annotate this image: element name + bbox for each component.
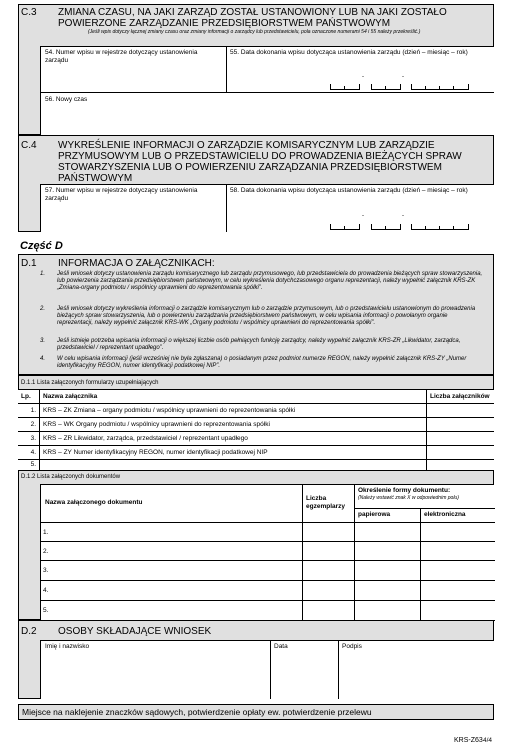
date-sep: - <box>362 74 364 80</box>
d11-row-lp: 2. <box>18 418 40 432</box>
d12-row-number: 1. <box>43 529 49 536</box>
d12-row-paper[interactable] <box>355 561 421 581</box>
d11-header-lp: Lp. <box>18 390 40 404</box>
d11-table <box>18 389 494 470</box>
d12-header-form-title: Określenie formy dokumentu: <box>358 487 451 494</box>
d11-row-lp: 1. <box>18 404 40 418</box>
section-c3-code: C.3 <box>21 7 37 18</box>
footer-page-number: 4/4 <box>483 737 493 744</box>
date-day-box <box>330 224 360 230</box>
info-item-number: 3. <box>40 338 46 344</box>
d11-row-count-input[interactable] <box>427 446 494 460</box>
d11-header-count: Liczba załączników <box>427 390 494 404</box>
date-sep: - <box>402 213 404 219</box>
date-year-box <box>411 84 469 90</box>
d12-row-name[interactable] <box>41 542 303 561</box>
d11-row-name: KRS – WK Organy podmiotu / wspólnicy uprawnieni do reprezentowania spółki <box>40 418 427 432</box>
d12-header-electronic: elektroniczna <box>421 509 495 523</box>
section-c3-title: ZMIANA CZASU, NA JAKI ZARZĄD ZOSTAŁ USTANOWIONY LUB NA JAKI ZOSTAŁO POWIERZONE ZARZĄDZANIE PRZEDSIĘBIORSTWEM PAŃSTWOWYM <box>58 7 447 29</box>
footer-form-code: KRS-Z63 <box>454 737 483 744</box>
d12-row-copies[interactable] <box>303 523 355 542</box>
d12-header-paper: papierowa <box>355 509 421 523</box>
info-item-text: Jeśli wniosek dotyczy ustanowienia zarządu komisarycznego lub zarządu przymusowego, lub przedstawiciela do prowadzenia bieżących spraw stowarzyszenia, lub powierzenia zarządzania przedsiębiorstwem państwowym, w celu wykreślenia dotychczasowego organu reprezentacji, należy wypełnić załącznik KRS-ZK „Zmiana-organy podmiotu / wspólnicy uprawnieni do reprezentowania spółki”. <box>57 271 483 291</box>
info-item-text: Jeśli wniosek dotyczy wykreślenia informacji o zarządzie komisarycznym lub o zarządzie przymusowym, lub o przedstawicielu ustanowionym do prowadzenia bieżących spraw stowarzyszenia, lub o powierzeniu zarządzania przedsiębiorstwem państwowym, w celu wpisania informacji o powołanym organie reprezentacji, należy wypełnić załącznik KRS-WK „Organy podmiotu / wspólnicy uprawnieni do reprezentowania spółki”. <box>57 306 476 326</box>
part-d-heading: Część D <box>20 240 63 252</box>
section-c4-title: WYKREŚLENIE INFORMACJI O ZARZĄDZIE KOMISARYCZNYM LUB ZARZĄDZIE PRZYMUSOWYM LUB O PRZEDSTAWICIELU DO PROWADZENIA BIEŻĄCYCH SPRAW STOWARZYSZENIA LUB O POWIERZENIU ZARZĄDZANIA PRZEDSIĘBIORSTWEM PAŃSTWOWYM <box>58 140 462 184</box>
date-sep: - <box>362 213 364 219</box>
info-item-text: W celu wpisania informacji (jeśli wcześniej nie była zgłaszana) o posiadanym przez podmiot numerze REGON, należy wypełnić załącznik KRS-ZY „Numer identyfikacyjny REGON, numer identyfikacji podatkowej NIP”. <box>57 356 467 369</box>
d12-row-name[interactable] <box>41 523 303 542</box>
info-item-text: Jeśli istnieje potrzeba wpisania informacji o większej liczbie osób pełniących funkcję zarządcy, należy wypełnić załącznik KRS-ZR „Likwidator, zarządca, przedstawiciel / reprezentant upadłego”. <box>57 338 461 351</box>
d11-row-lp: 3. <box>18 432 40 446</box>
field-54-label: 54. Numer wpisu w rejestrze dotyczący ustanowienia zarządu <box>45 49 198 64</box>
section-d11-title: D.1.1 Lista załączonych formularzy uzupełniających <box>21 380 159 386</box>
date-sep: - <box>402 74 404 80</box>
d12-header-form <box>355 485 495 509</box>
section-d1-title: INFORMACJA O ZAŁĄCZNIKACH: <box>58 258 215 269</box>
applicant-name-label: Imię i nazwisko <box>45 643 90 650</box>
d12-row-copies[interactable] <box>303 581 355 601</box>
info-item-number: 1. <box>40 271 46 277</box>
d12-row-paper[interactable] <box>355 601 421 621</box>
date-month-box <box>371 84 401 90</box>
d11-header-name: Nazwa załącznika <box>40 390 427 404</box>
stamps-label: Miejsce na naklejenie znaczków sądowych, potwierdzenie opłaty ew. potwierdzenie przelewu <box>22 707 372 717</box>
d12-row-number: 4. <box>43 587 49 594</box>
applicant-date-label: Data <box>274 643 288 650</box>
d12-row-number: 3. <box>43 567 49 574</box>
section-d2-title: OSOBY SKŁADAJĄCE WNIOSEK <box>58 626 212 637</box>
d12-row-electronic[interactable] <box>421 581 495 601</box>
info-item-number: 2. <box>40 306 46 312</box>
d12-row-paper[interactable] <box>355 581 421 601</box>
section-d12-title: D.1.2 Lista załączonych dokumentów <box>21 474 121 480</box>
section-c3-note: (Jeśli wpis dotyczy łącznej zmiany czasu oraz zmiany informacji o zarządcy lub przedstawicielu, pola oznaczone numerami 54 i 55 należy przekreślić.) <box>88 29 421 35</box>
info-item-number: 4. <box>40 356 46 362</box>
d12-row-electronic[interactable] <box>421 542 495 561</box>
field-56-label: 56. Nowy czas <box>45 96 88 103</box>
d12-row-copies[interactable] <box>303 601 355 621</box>
d12-row-name[interactable] <box>41 581 303 601</box>
d11-row-count-input[interactable] <box>427 418 494 432</box>
field-56[interactable] <box>40 92 494 135</box>
d12-row-number: 2. <box>43 548 49 555</box>
d12-row-name[interactable] <box>41 601 303 621</box>
field-58-label: 58. Data dokonania wpisu dotycząca ustanowienia zarządu (dzień – miesiąc – rok) <box>230 187 468 194</box>
d11-row-name: KRS – ZR Likwidator, zarządca, przedstawiciel / reprezentant upadłego <box>40 432 427 446</box>
d12-row-copies[interactable] <box>303 542 355 561</box>
d11-row-name: KRS – ZY Numer identyfikacyjny REGON, numer identyfikacji podatkowej NIP <box>40 446 427 460</box>
date-month-box <box>371 224 401 230</box>
field-55-label: 55. Data dokonania wpisu dotycząca ustanowienia zarządu (dzień – miesiąc – rok) <box>230 49 468 56</box>
d11-row-count-input[interactable] <box>427 404 494 418</box>
section-c4-code: C.4 <box>21 140 37 151</box>
d11-row-lp: 5. <box>18 460 40 471</box>
d12-header-name: Nazwa załączonego dokumentu <box>41 485 303 523</box>
d12-row-electronic[interactable] <box>421 601 495 621</box>
date-day-box <box>330 84 360 90</box>
d12-header-form-note: (Należy wstawić znak X w odpowiednim polu) <box>358 495 459 501</box>
d12-row-copies[interactable] <box>303 561 355 581</box>
d11-row-name: KRS – ZK Zmiana – organy podmiotu / wspólnicy uprawnieni do reprezentowania spółki <box>40 404 427 418</box>
d11-row-lp: 4. <box>18 446 40 460</box>
date-year-box <box>411 224 469 230</box>
d11-row-count-input[interactable] <box>427 432 494 446</box>
d12-row-name[interactable] <box>41 561 303 581</box>
d12-row-number: 5. <box>43 607 49 614</box>
d12-table <box>40 484 494 620</box>
d12-row-electronic[interactable] <box>421 561 495 581</box>
section-d1-code: D.1 <box>21 258 37 269</box>
d12-row-paper[interactable] <box>355 542 421 561</box>
field-57-label: 57. Numer wpisu w rejestrze dotyczący ustanowienia zarządu <box>45 187 198 202</box>
section-d2-code: D.2 <box>21 626 37 637</box>
d12-row-electronic[interactable] <box>421 523 495 542</box>
d12-header-copies: Liczba egzemplarzy <box>303 485 355 523</box>
d12-row-paper[interactable] <box>355 523 421 542</box>
applicant-signature-label: Podpis <box>342 643 362 650</box>
